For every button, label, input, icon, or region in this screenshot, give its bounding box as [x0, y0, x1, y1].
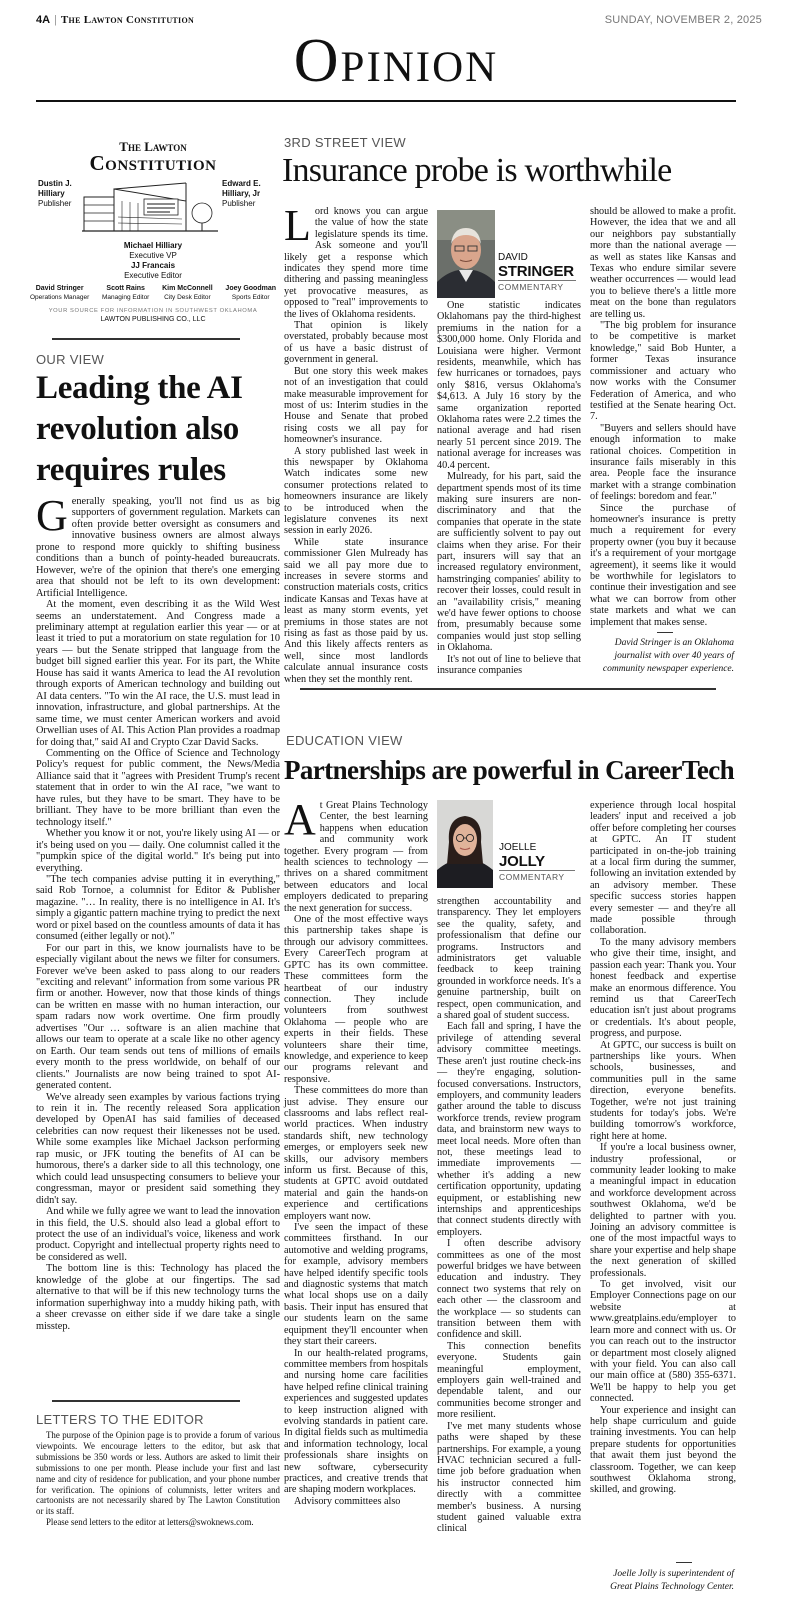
paragraph: If you're a local business owner, industry professional, or community leader looking to make a meaningful impact in education and workforce development across southwest Oklahoma, we'd be delighted to partner with you. Joining an advisory committee is one of the most impactful ways to share your expertise and help shape the next generation of skilled professionals. — [590, 1142, 736, 1279]
our-view-headline: Leading the AI revolution also requires rules — [36, 370, 243, 488]
publisher-left-name: Dustin J. Hilliary — [38, 179, 72, 198]
paragraph: ord knows you can argue the value of how the state legislature spends its time. Ask someone and you'll likely get a response which indicates they spend more time dithering and passing meaningless yet provocative measures, as opposed to "real" improvements to the lives of Oklahoma residents. — [284, 206, 428, 320]
author-tag-jolly — [499, 842, 575, 882]
paragraph: "The tech companies advise putting it in everything," said Rob Tornoe, a columnist for Editor & Publisher magazine. "… In reality, there is no intelligence in AI. It's simply a gigantic pattern machine trying to predict the next word or pixel based on the countless amounts of data it has consumed (either legally or not)." — [36, 873, 280, 943]
exec-editor-name: JJ Francais — [130, 261, 176, 270]
insurance-headline: Insurance probe is worthwhile — [282, 152, 672, 189]
author-last: JOLLY — [499, 853, 545, 870]
insurance-kicker: 3RD STREET VIEW — [284, 135, 407, 150]
paragraph: These committees do more than just advise. They ensure our classrooms and labs reflect real-world practices. When industry standards shift, new technology emerges, or employers seek new skills, our advisory members inform us first. Because of this, students at GPTC avoid outdated material and gain the hands-on experience and certifications employers want now. — [284, 1085, 428, 1222]
paragraph: should be allowed to make a profit. However, the idea that we and all our neighbors pay substantially more than the national average — as well as states like Kansas and Texas who endure similar severe weather occurrences — would lead you to believe there's a little more meat on the bone than regulators are telling us. — [590, 206, 736, 320]
paragraph: For our part in this, we know journalists have to be especially vigilant about the news we filter for consumers. Forever we've been asked to pass along to our readers "exciting and relevant" information from some various PR firm or another. However, now that those kinds of things can be written en masse with no human interaction, our spam radars now work overtime. One firm proudly advertises "Our … software is an alien machine that allows our team to operate at a scale like no other agency on Earth. Our team sends out tens of millions of emails every month to the press worldwide, on behalf of our clients." Journalists are now being trained to spot AI-generated content. — [36, 942, 280, 1092]
publisher-right-name: Edward E. Hilliary, Jr — [222, 179, 261, 198]
logo-line1: The Lawton — [119, 139, 187, 154]
paragraph: The bottom line is this: Technology has placed the knowledge of the globe at our fingertips. The sad alternative to that will be if this new technology turns the information superhighway into a muddy hiking path, with a sheer crevasse on either side if we dare take a single misstep. — [36, 1263, 280, 1332]
section-title: Opinion — [293, 27, 499, 95]
exec-vp-title: Executive VP — [129, 251, 177, 260]
paragraph: And while we fully agree we want to lead the innovation in this field, the U.S. should also lead a global effort to protect the use of an individual's voice, likeness and work product. Copyright and intellectual property rights need to be considered as well. — [36, 1206, 280, 1263]
publisher-left — [38, 179, 78, 209]
paragraph: But one story this week makes not of an investigation that could make measurable improvement for most of us: Interim studies in the House and Senate that probed rising costs we all pay for homeowner's insurance. — [284, 365, 428, 446]
masthead-box — [30, 139, 276, 323]
our-view-kicker: OUR VIEW — [36, 352, 105, 367]
careertech-col-2 — [437, 896, 581, 1600]
author-first: JOELLE — [499, 842, 537, 853]
careertech-col-3 — [590, 800, 736, 1532]
paragraph: t Great Plains Technology Center, the best learning happens when education and community work together. Every program — from health sciences to technology — thrives on a shared commitment between educators and local employers dedicated to preparing the next generation for success. — [284, 800, 428, 914]
paragraph: One statistic indicates Oklahomans pay the third-highest premiums in the nation for a $300,000 home. Only Florida and Louisiana were higher. Vermont residents, meanwhile, which has few hurricanes or tornadoes, pays only $816, versus Oklahoma's $4,613. A July 16 story by the same organization reported Oklahoma rates were 2.2 times the national average and had risen nearly 51 percent since 2019. The national average for increases was 40.4 percent. — [437, 300, 581, 471]
page-header: 4A | The Lawton Constitution — [36, 14, 195, 26]
paragraph: I often describe advisory committees as one of the most powerful bridges we have between education and industry. They connect two systems that rely on each other — the classroom and the workplace — so students can transition between them with confidence and skill. — [437, 1238, 581, 1341]
company-name: LAWTON PUBLISHING CO., LLC — [100, 315, 206, 323]
education-rule — [300, 688, 716, 690]
dropcap: A — [284, 795, 316, 844]
paragraph: At GPTC, our success is built on partnerships like yours. When schools, businesses, and communities pull in the same direction, everyone benefits. Together, we're not just training students for today's jobs. We're building tomorrow's workforce, right here at home. — [590, 1039, 736, 1142]
careertech-tagline: Joelle Jolly is superintendent of Great Plains Technology Center. — [610, 1569, 734, 1592]
paragraph: It's not out of line to believe that insurance companies — [437, 653, 581, 676]
our-view-body — [36, 491, 280, 1392]
staff-member: Scott Rains Managing Editor — [102, 285, 150, 301]
author-label: COMMENTARY — [498, 280, 576, 292]
staff-row — [30, 285, 276, 302]
our-view-rule — [52, 338, 240, 340]
issue-date: SUNDAY, NOVEMBER 2, 2025 — [604, 14, 762, 26]
masthead-rule — [36, 100, 736, 102]
publisher-right — [222, 179, 270, 209]
insurance-col-3 — [590, 206, 736, 628]
author-first: DAVID — [498, 252, 528, 263]
staff-member: David Stringer Operations Manager — [30, 285, 90, 301]
author-last: STRINGER — [498, 263, 574, 280]
paragraph: I've seen the impact of these committees firsthand. In our automotive and welding programs, for example, advisory members have helped identify specific tools and diagnostic systems that match what local shops use on a daily basis. Their input has ensured that our students learn on the same equipment they'll encounter when they start their careers. — [284, 1222, 428, 1348]
careertech-headline: Partnerships are powerful in CareerTech — [284, 755, 735, 785]
paragraph: Since the purchase of homeowner's insurance is pretty much a requirement for every property owner (you buy it because it's a requirement of your mortgage agreement), it seems like it would be worthwhile for legislators to continue their investigation and see what we can borrow from other state markets and what we can implement that makes sense. — [590, 502, 736, 628]
building-illustration — [82, 175, 218, 237]
insurance-tagline: David Stringer is an Oklahoma journalist with over 40 years of community newspaper experience. — [602, 638, 734, 674]
publisher-left-title: Publisher — [38, 199, 72, 208]
author-photo-stringer — [437, 210, 495, 298]
publisher-right-title: Publisher — [222, 199, 256, 208]
staff-member: Kim McConnell City Desk Editor — [162, 285, 213, 301]
paragraph: At the moment, even describing it as the Wild West seems an understatement. And Congress made a preliminary attempt at regulation earlier this year — or at least it tried to put a moratorium on state regulation for 10 years — but the Senate stripped that language from the budget bill signed earlier this year. For its part, the White House has said it wants America to lead the AI revolution through exports of American technology and building out AI data centers. "To win the AI race, the U.S. must lead in innovation, infrastructure, and global partnerships. At the same time, we must center American workers and avoid Orwellian uses of AI. This Action Plan provides a roadmap for doing that," said AI and Crypto Czar David Sacks. — [36, 599, 280, 748]
paragraph: While state insurance commissioner Glen Mulready has said we all pay more due to increases in severe storms and construction materials costs, critics indicate Kansas and Texas have at least as many storm events, yet premiums in those states are not rising as fast as those paid by us. And this likely affects renters as well, since most landlords calculate annual insurance costs when they set the monthly rent. — [284, 536, 428, 685]
paragraph: To the many advisory members who give their time, insight, and passion each year: Thank you. Your honest feedback and expertise make an enormous difference. You remind us that CareerTech education isn't just about programs or credentials. It's about people, progress, and purpose. — [590, 936, 736, 1040]
paragraph: To get involved, visit our Employer Connections page on our website at www.greatplains.edu/employer to learn more and connect with us. Or you can reach out to the instructor or department most closely aligned with your field. You can also call our main office at (580) 355-6371. We'll be happy to help you get connected. — [590, 1279, 736, 1405]
paragraph: Advisory committees also — [294, 1495, 401, 1507]
paragraph: This connection benefits everyone. Students gain meaningful employment, employers gain well-trained and dependable talent, and our communities become stronger and more resilient. — [437, 1340, 581, 1421]
paragraph: experience through local hospital leaders' input and received a job offer before completing her courses at GPTC. An IT student participated in on-the-job training at a local firm during the summer, following an invitation extended by an advisory member. These specific success stories happen every semester — and they're all made possible through collaboration. — [590, 800, 736, 937]
insurance-col-2 — [437, 300, 581, 675]
letters-rule — [52, 1400, 240, 1402]
paragraph: Whether you know it or not, you're likely using AI — or it's being used on you — daily. One columnist called it the "pumpkin spice of the digital world." It's being put into everything. — [36, 828, 280, 874]
author-label: COMMENTARY — [499, 870, 575, 882]
tagline-rule — [657, 632, 673, 633]
insurance-col-1 — [284, 201, 428, 685]
staff-member: Joey Goodman Sports Editor — [225, 285, 276, 301]
paragraph: Each fall and spring, I have the privilege of attending several advisory committee meetings. These aren't just routine check-ins — they're engaging, solution-focused conversations. Instructors, employers, and community leaders gather around the table to discuss workforce trends, review program data, and brainstorm new ways to meet local needs. More often than not, these meetings lead to immediate improvements — whether it's adding a new certification opportunity, updating equipment, or establishing new internships and apprenticeships that connect students directly with employers. — [437, 1021, 581, 1238]
paragraph: "The big problem for insurance to be competitive is market knowledge," said Bob Hunter, a former Texas insurance commissioner and actuary who now works with the Consumer Federation of America, and who testified at the Senate hearing Oct. 7. — [590, 320, 736, 423]
paragraph: Commenting on the Office of Science and Technology Policy's request for public comment, the News/Media Alliance said that it "agrees with President Trump's recent statement that in order to win the AI race, "we want to have rules, but they have to be smart. They have to be brilliant. They have to be more brilliant than even the technology itself." — [36, 747, 280, 828]
paragraph: "Buyers and sellers should have enough information to make rational choices. Competition in insurance fails miserably in this area. People face the insurance market with a strange combination of feelings: boredom and fear." — [590, 422, 736, 503]
page-number: 4A — [36, 14, 51, 26]
paragraph: We've already seen examples by various factions trying to rein it in. The recently released Sora application developed by OpenAI has said families of deceased celebrities can now request their likenesses not be used. While some examples like Michael Jackson performing rap music, or JFK touting the benefits of AI can be humorous, there's a darker side to all this technology, one which could lead unsuspecting consumers to believe your congressman, mayor or president said something they didn't say. — [36, 1091, 280, 1206]
paragraph: The purpose of the Opinion page is to provide a forum of various viewpoints. We encourage letters to the editor, but ask that submissions be 350 words or less. Authors are asked to limit their submissions to one per month. Please include your first and last name and city of residence for publication, and your phone number for verification. The opinions of columnists, letter writers and cartoonists are not necessarily shared by The Lawton Constitution or its staff. — [36, 1430, 280, 1517]
paragraph: enerally speaking, you'll not find us as big supporters of government regulation. Markets can often provide better oversight as consumers and innovative business owners are almost always prone to respond more quickly to shifting business conditions than a bunch of pointy-headed bureaucrats. However, we're of the opinion that there's one emerging area that should not be left to its own development: Artificial Intelligence. — [36, 496, 280, 599]
paragraph: Mulready, for his part, said the department spends most of its time making sure insurers are non-discriminatory and that the companies that operate in the state are sufficiently solvent to pay out claims when they arise. For their part, insurers will say that an increased regulatory environment, hamstringing companies' ability to recover their losses, could result in an "availability crisis," meaning we'd have fewer options to choose from, presumably because some companies would just stop selling in Oklahoma. — [437, 471, 581, 654]
careertech-col-1 — [284, 795, 429, 1600]
author-tag-stringer — [498, 252, 576, 292]
paragraph: Please send letters to the editor at letters@swoknews.com. — [46, 1517, 254, 1528]
paragraph: One of the most effective ways this partnership takes shape is through our advisory committees. Every CareerTech program at GPTC has its own committee. These committees form the heartbeat of our industry connection. They include volunteers from southwest Oklahoma — people who are experts in their fields. These volunteers share their time, knowledge, and experience to keep our programs relevant and responsive. — [284, 914, 428, 1085]
slogan: YOUR SOURCE FOR INFORMATION IN SOUTHWEST OKLAHOMA — [48, 307, 258, 314]
paragraph: strengthen accountability and transparency. They let employers see the quality, safety, and professionalism that define our programs. Instructors and administrators get valuable feedback to keep training grounded in workforce needs. It's a genuine partnership, built on respect, open communication, and a shared goal of student success. — [437, 896, 581, 1022]
exec-vp-name: Michael Hilliary — [123, 241, 183, 250]
paragraph: I've met many students whose paths were shaped by these partnerships. For example, a young HVAC technician secured a full-time job before graduation when his instructor connected him directly with a committee member's business. A nursing student gained valuable extra clinical — [437, 1420, 581, 1535]
paragraph: Your experience and insight can help shape curriculum and guide training investments. You can help prepare students for opportunities that await them just beyond the classroom. Together, we can keep southwest Oklahoma strong, skilled, and growing. — [590, 1404, 736, 1496]
careertech-kicker: EDUCATION VIEW — [286, 733, 403, 748]
dropcap: L — [284, 201, 311, 250]
dropcap: G — [36, 491, 68, 540]
logo-line2: Constitution — [89, 151, 217, 175]
letters-body — [36, 1430, 280, 1528]
exec-editor-title: Executive Editor — [124, 271, 182, 280]
paragraph: A story published last week in this newspaper by Oklahoma Watch indicates some new consumer protections related to homeowners insurance are likely to be introduced when the legislature convenes its next session in early 2026. — [284, 445, 428, 537]
author-photo-jolly — [437, 800, 493, 888]
paper-name: The Lawton Constitution — [60, 14, 195, 26]
letters-kicker: LETTERS TO THE EDITOR — [36, 1412, 204, 1427]
tagline-rule — [676, 1562, 692, 1563]
paragraph: That opinion is likely overstated, probably because most of us have a basic distrust of government in general. — [284, 320, 428, 366]
paragraph: In our health-related programs, committee members from hospitals and nursing home care facilities have helped refine clinical training experiences and suggested updates to keep instruction aligned with evolving standards in patient care. In digital fields such as multimedia and information technology, local professionals share insights on new software, cybersecurity practices, and creative trends that are shaping modern workplaces. — [284, 1347, 429, 1496]
